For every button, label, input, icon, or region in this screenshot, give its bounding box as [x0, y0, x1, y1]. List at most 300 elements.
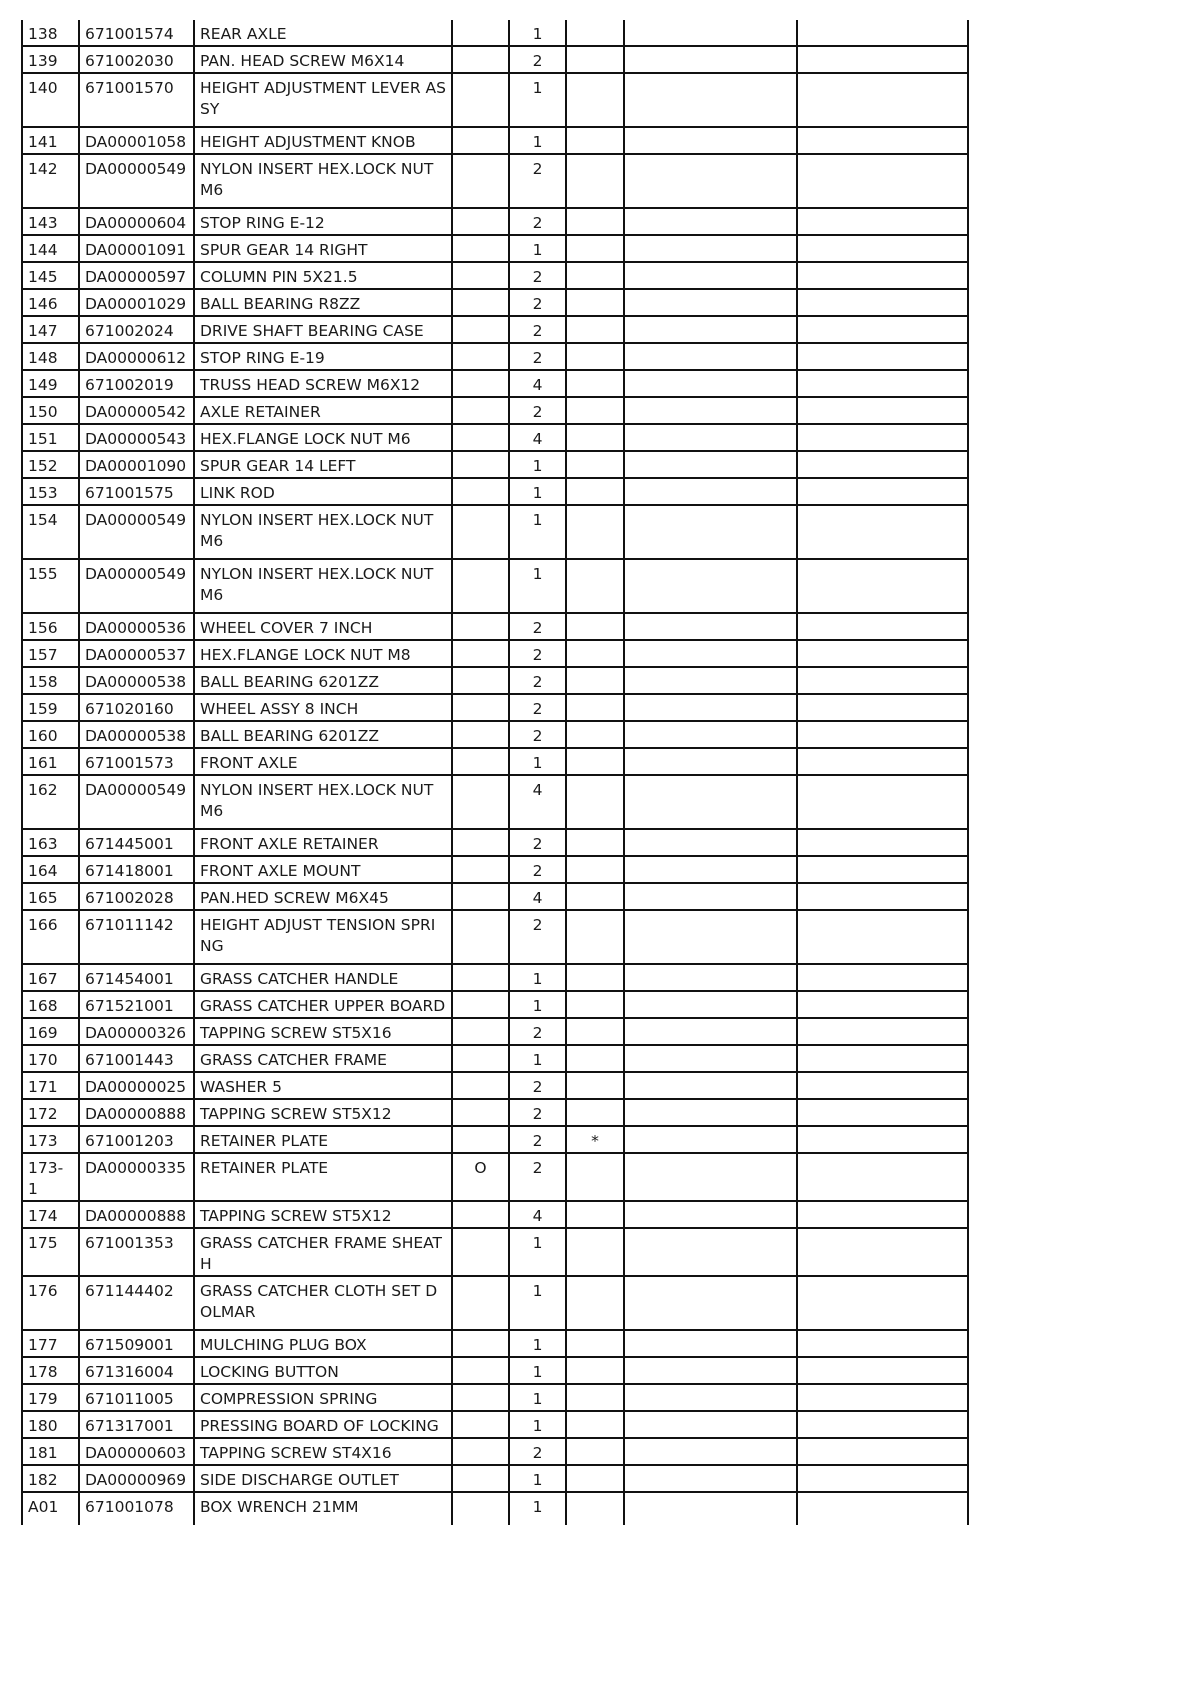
blank-cell — [624, 73, 797, 127]
blank-cell — [624, 316, 797, 343]
item-number-cell: 150 — [22, 397, 79, 424]
description-cell: WASHER 5 — [194, 1072, 452, 1099]
flag-cell — [452, 640, 509, 667]
part-number-cell: 671011142 — [79, 910, 194, 964]
blank-cell — [797, 1384, 968, 1411]
blank-cell — [797, 694, 968, 721]
description-cell: NYLON INSERT HEX.LOCK NUT M6 — [194, 775, 452, 829]
part-number-cell: 671011005 — [79, 1384, 194, 1411]
item-number-cell: 144 — [22, 235, 79, 262]
item-number-cell: 158 — [22, 667, 79, 694]
blank-cell — [797, 73, 968, 127]
item-number-cell: 160 — [22, 721, 79, 748]
blank-cell — [797, 154, 968, 208]
marker-cell — [566, 424, 624, 451]
marker-cell — [566, 640, 624, 667]
marker-cell — [566, 127, 624, 154]
description-cell: GRASS CATCHER HANDLE — [194, 964, 452, 991]
table-row — [22, 613, 968, 640]
parts-list-body — [22, 20, 968, 1525]
quantity-cell: 1 — [509, 73, 566, 127]
marker-cell — [566, 73, 624, 127]
item-number-cell: 177 — [22, 1330, 79, 1357]
blank-cell — [624, 424, 797, 451]
part-number-cell: 671001570 — [79, 73, 194, 127]
blank-cell — [624, 1072, 797, 1099]
part-number-cell: DA00000888 — [79, 1099, 194, 1126]
quantity-cell: 1 — [509, 1492, 566, 1525]
flag-cell — [452, 694, 509, 721]
blank-cell — [797, 748, 968, 775]
blank-cell — [797, 208, 968, 235]
blank-cell — [797, 883, 968, 910]
blank-cell — [624, 397, 797, 424]
marker-cell — [566, 991, 624, 1018]
quantity-cell: 2 — [509, 613, 566, 640]
parts-list-table — [21, 20, 969, 1525]
flag-cell — [452, 1357, 509, 1384]
part-number-cell: 671144402 — [79, 1276, 194, 1330]
flag-cell — [452, 478, 509, 505]
description-cell: FRONT AXLE MOUNT — [194, 856, 452, 883]
blank-cell — [624, 748, 797, 775]
blank-cell — [797, 910, 968, 964]
item-number-cell: 161 — [22, 748, 79, 775]
blank-cell — [624, 154, 797, 208]
description-cell: DRIVE SHAFT BEARING CASE — [194, 316, 452, 343]
table-row — [22, 667, 968, 694]
flag-cell — [452, 1018, 509, 1045]
blank-cell — [624, 289, 797, 316]
part-number-cell: 671001574 — [79, 20, 194, 46]
flag-cell — [452, 1099, 509, 1126]
blank-cell — [624, 1126, 797, 1153]
quantity-cell: 1 — [509, 748, 566, 775]
description-cell: TAPPING SCREW ST5X12 — [194, 1099, 452, 1126]
quantity-cell: 2 — [509, 343, 566, 370]
item-number-cell: 141 — [22, 127, 79, 154]
description-cell: HEX.FLANGE LOCK NUT M8 — [194, 640, 452, 667]
blank-cell — [624, 694, 797, 721]
marker-cell — [566, 1411, 624, 1438]
table-row — [22, 1357, 968, 1384]
blank-cell — [624, 451, 797, 478]
description-cell: PAN. HEAD SCREW M6X14 — [194, 46, 452, 73]
item-number-cell: 155 — [22, 559, 79, 613]
blank-cell — [797, 829, 968, 856]
blank-cell — [797, 478, 968, 505]
description-cell: BALL BEARING 6201ZZ — [194, 667, 452, 694]
flag-cell — [452, 991, 509, 1018]
table-row — [22, 1465, 968, 1492]
description-cell: WHEEL COVER 7 INCH — [194, 613, 452, 640]
part-number-cell: DA00000549 — [79, 154, 194, 208]
item-number-cell: 174 — [22, 1201, 79, 1228]
blank-cell — [624, 127, 797, 154]
marker-cell — [566, 505, 624, 559]
marker-cell — [566, 235, 624, 262]
part-number-cell: DA00000537 — [79, 640, 194, 667]
flag-cell — [452, 73, 509, 127]
table-row — [22, 883, 968, 910]
blank-cell — [797, 397, 968, 424]
blank-cell — [797, 127, 968, 154]
blank-cell — [624, 1228, 797, 1276]
quantity-cell: 1 — [509, 1384, 566, 1411]
flag-cell — [452, 289, 509, 316]
blank-cell — [624, 262, 797, 289]
item-number-cell: 180 — [22, 1411, 79, 1438]
flag-cell — [452, 1492, 509, 1525]
table-row — [22, 1411, 968, 1438]
flag-cell — [452, 1276, 509, 1330]
part-number-cell: 671020160 — [79, 694, 194, 721]
blank-cell — [624, 640, 797, 667]
blank-cell — [624, 1438, 797, 1465]
blank-cell — [797, 370, 968, 397]
table-row — [22, 370, 968, 397]
part-number-cell: 671316004 — [79, 1357, 194, 1384]
marker-cell — [566, 316, 624, 343]
quantity-cell: 2 — [509, 1072, 566, 1099]
marker-cell — [566, 1045, 624, 1072]
quantity-cell: 1 — [509, 559, 566, 613]
part-number-cell: 671445001 — [79, 829, 194, 856]
table-row — [22, 1384, 968, 1411]
description-cell: HEIGHT ADJUSTMENT KNOB — [194, 127, 452, 154]
blank-cell — [797, 1357, 968, 1384]
item-number-cell: 176 — [22, 1276, 79, 1330]
blank-cell — [624, 613, 797, 640]
marker-cell — [566, 208, 624, 235]
flag-cell — [452, 559, 509, 613]
item-number-cell: 143 — [22, 208, 79, 235]
part-number-cell: 671001353 — [79, 1228, 194, 1276]
part-number-cell: DA00000612 — [79, 343, 194, 370]
blank-cell — [797, 964, 968, 991]
quantity-cell: 1 — [509, 1045, 566, 1072]
part-number-cell: DA00000888 — [79, 1201, 194, 1228]
marker-cell — [566, 694, 624, 721]
item-number-cell: 170 — [22, 1045, 79, 1072]
part-number-cell: 671521001 — [79, 991, 194, 1018]
marker-cell — [566, 1492, 624, 1525]
description-cell: RETAINER PLATE — [194, 1153, 452, 1201]
quantity-cell: 2 — [509, 1126, 566, 1153]
quantity-cell: 4 — [509, 883, 566, 910]
quantity-cell: 2 — [509, 262, 566, 289]
blank-cell — [624, 1045, 797, 1072]
table-row — [22, 748, 968, 775]
marker-cell — [566, 1465, 624, 1492]
marker-cell — [566, 397, 624, 424]
flag-cell — [452, 208, 509, 235]
table-row — [22, 478, 968, 505]
part-number-cell: DA00001090 — [79, 451, 194, 478]
blank-cell — [624, 343, 797, 370]
description-cell: FRONT AXLE — [194, 748, 452, 775]
flag-cell — [452, 262, 509, 289]
blank-cell — [797, 640, 968, 667]
table-row — [22, 559, 968, 613]
flag-cell — [452, 748, 509, 775]
blank-cell — [797, 559, 968, 613]
description-cell: NYLON INSERT HEX.LOCK NUT M6 — [194, 505, 452, 559]
flag-cell — [452, 964, 509, 991]
blank-cell — [624, 829, 797, 856]
blank-cell — [797, 235, 968, 262]
marker-cell — [566, 1357, 624, 1384]
table-row — [22, 1201, 968, 1228]
blank-cell — [624, 1018, 797, 1045]
flag-cell — [452, 1045, 509, 1072]
flag-cell — [452, 316, 509, 343]
quantity-cell: 2 — [509, 1018, 566, 1045]
table-row — [22, 46, 968, 73]
marker-cell — [566, 1201, 624, 1228]
part-number-cell: 671001203 — [79, 1126, 194, 1153]
marker-cell — [566, 667, 624, 694]
quantity-cell: 1 — [509, 1357, 566, 1384]
blank-cell — [797, 343, 968, 370]
description-cell: SPUR GEAR 14 LEFT — [194, 451, 452, 478]
description-cell: BOX WRENCH 21MM — [194, 1492, 452, 1525]
table-row — [22, 316, 968, 343]
blank-cell — [624, 1276, 797, 1330]
part-number-cell: DA00000025 — [79, 1072, 194, 1099]
blank-cell — [797, 1045, 968, 1072]
blank-cell — [797, 1072, 968, 1099]
table-row — [22, 451, 968, 478]
quantity-cell: 1 — [509, 964, 566, 991]
table-row — [22, 856, 968, 883]
quantity-cell: 2 — [509, 316, 566, 343]
blank-cell — [797, 721, 968, 748]
blank-cell — [624, 1153, 797, 1201]
flag-cell — [452, 505, 509, 559]
flag-cell — [452, 127, 509, 154]
description-cell: NYLON INSERT HEX.LOCK NUT M6 — [194, 154, 452, 208]
quantity-cell: 4 — [509, 424, 566, 451]
blank-cell — [797, 775, 968, 829]
part-number-cell: DA00000542 — [79, 397, 194, 424]
flag-cell — [452, 613, 509, 640]
blank-cell — [797, 1018, 968, 1045]
quantity-cell: 4 — [509, 775, 566, 829]
description-cell: GRASS CATCHER FRAME — [194, 1045, 452, 1072]
description-cell: TAPPING SCREW ST5X16 — [194, 1018, 452, 1045]
item-number-cell: 147 — [22, 316, 79, 343]
part-number-cell: 671002019 — [79, 370, 194, 397]
part-number-cell: DA00001029 — [79, 289, 194, 316]
flag-cell — [452, 343, 509, 370]
item-number-cell: 164 — [22, 856, 79, 883]
marker-cell — [566, 1276, 624, 1330]
blank-cell — [624, 775, 797, 829]
item-number-cell: 166 — [22, 910, 79, 964]
blank-cell — [797, 1099, 968, 1126]
description-cell: AXLE RETAINER — [194, 397, 452, 424]
description-cell: GRASS CATCHER FRAME SHEATH — [194, 1228, 452, 1276]
flag-cell — [452, 451, 509, 478]
table-row — [22, 1492, 968, 1525]
blank-cell — [624, 910, 797, 964]
marker-cell — [566, 20, 624, 46]
part-number-cell: DA00000549 — [79, 559, 194, 613]
table-row — [22, 991, 968, 1018]
table-row — [22, 208, 968, 235]
description-cell: TAPPING SCREW ST5X12 — [194, 1201, 452, 1228]
marker-cell — [566, 964, 624, 991]
blank-cell — [797, 1201, 968, 1228]
blank-cell — [797, 991, 968, 1018]
marker-cell — [566, 1018, 624, 1045]
table-row — [22, 262, 968, 289]
table-row — [22, 424, 968, 451]
quantity-cell: 4 — [509, 370, 566, 397]
blank-cell — [797, 1492, 968, 1525]
blank-cell — [797, 1228, 968, 1276]
blank-cell — [624, 667, 797, 694]
description-cell: HEIGHT ADJUSTMENT LEVER ASSY — [194, 73, 452, 127]
blank-cell — [797, 262, 968, 289]
item-number-cell: 175 — [22, 1228, 79, 1276]
part-number-cell: 671002024 — [79, 316, 194, 343]
flag-cell — [452, 1201, 509, 1228]
blank-cell — [624, 721, 797, 748]
flag-cell — [452, 721, 509, 748]
table-row — [22, 343, 968, 370]
item-number-cell: 162 — [22, 775, 79, 829]
flag-cell — [452, 856, 509, 883]
item-number-cell: 152 — [22, 451, 79, 478]
item-number-cell: 182 — [22, 1465, 79, 1492]
part-number-cell: 671418001 — [79, 856, 194, 883]
item-number-cell: 173 — [22, 1126, 79, 1153]
marker-cell — [566, 1153, 624, 1201]
flag-cell — [452, 910, 509, 964]
quantity-cell: 2 — [509, 46, 566, 73]
marker-cell — [566, 1384, 624, 1411]
quantity-cell: 2 — [509, 640, 566, 667]
blank-cell — [797, 1330, 968, 1357]
item-number-cell: 142 — [22, 154, 79, 208]
blank-cell — [797, 1438, 968, 1465]
part-number-cell: DA00000603 — [79, 1438, 194, 1465]
table-row — [22, 1438, 968, 1465]
description-cell: PRESSING BOARD OF LOCKING — [194, 1411, 452, 1438]
item-number-cell: 179 — [22, 1384, 79, 1411]
quantity-cell: 1 — [509, 1276, 566, 1330]
quantity-cell: 2 — [509, 289, 566, 316]
description-cell: PAN.HED SCREW M6X45 — [194, 883, 452, 910]
item-number-cell: 172 — [22, 1099, 79, 1126]
quantity-cell: 2 — [509, 694, 566, 721]
part-number-cell: 671509001 — [79, 1330, 194, 1357]
marker-cell — [566, 262, 624, 289]
quantity-cell: 1 — [509, 20, 566, 46]
description-cell: STOP RING E-19 — [194, 343, 452, 370]
quantity-cell: 2 — [509, 721, 566, 748]
description-cell: FRONT AXLE RETAINER — [194, 829, 452, 856]
blank-cell — [624, 1384, 797, 1411]
flag-cell — [452, 1384, 509, 1411]
description-cell: NYLON INSERT HEX.LOCK NUT M6 — [194, 559, 452, 613]
blank-cell — [797, 424, 968, 451]
flag-cell — [452, 20, 509, 46]
flag-cell — [452, 883, 509, 910]
item-number-cell: 157 — [22, 640, 79, 667]
table-row — [22, 1072, 968, 1099]
item-number-cell: 151 — [22, 424, 79, 451]
blank-cell — [797, 1126, 968, 1153]
table-row — [22, 721, 968, 748]
table-row — [22, 289, 968, 316]
description-cell: COLUMN PIN 5X21.5 — [194, 262, 452, 289]
part-number-cell: 671454001 — [79, 964, 194, 991]
part-number-cell: DA00000969 — [79, 1465, 194, 1492]
blank-cell — [624, 883, 797, 910]
item-number-cell: 139 — [22, 46, 79, 73]
description-cell: SIDE DISCHARGE OUTLET — [194, 1465, 452, 1492]
part-number-cell: DA00000538 — [79, 667, 194, 694]
table-row — [22, 829, 968, 856]
table-row — [22, 694, 968, 721]
blank-cell — [797, 316, 968, 343]
blank-cell — [797, 289, 968, 316]
blank-cell — [797, 1276, 968, 1330]
flag-cell — [452, 1411, 509, 1438]
blank-cell — [797, 20, 968, 46]
part-number-cell: 671001575 — [79, 478, 194, 505]
part-number-cell: DA00001058 — [79, 127, 194, 154]
description-cell: TAPPING SCREW ST4X16 — [194, 1438, 452, 1465]
marker-cell — [566, 559, 624, 613]
quantity-cell: 2 — [509, 208, 566, 235]
marker-cell — [566, 856, 624, 883]
blank-cell — [624, 478, 797, 505]
part-number-cell: 671001443 — [79, 1045, 194, 1072]
item-number-cell: 181 — [22, 1438, 79, 1465]
part-number-cell: DA00000536 — [79, 613, 194, 640]
quantity-cell: 1 — [509, 1411, 566, 1438]
blank-cell — [624, 20, 797, 46]
part-number-cell: DA00000335 — [79, 1153, 194, 1201]
item-number-cell: 169 — [22, 1018, 79, 1045]
blank-cell — [797, 1465, 968, 1492]
marker-cell — [566, 775, 624, 829]
table-row — [22, 73, 968, 127]
flag-cell — [452, 1126, 509, 1153]
table-row — [22, 154, 968, 208]
blank-cell — [624, 1411, 797, 1438]
description-cell: COMPRESSION SPRING — [194, 1384, 452, 1411]
item-number-cell: 178 — [22, 1357, 79, 1384]
quantity-cell: 2 — [509, 910, 566, 964]
table-row — [22, 127, 968, 154]
quantity-cell: 1 — [509, 1465, 566, 1492]
blank-cell — [624, 856, 797, 883]
blank-cell — [797, 46, 968, 73]
flag-cell — [452, 1072, 509, 1099]
blank-cell — [797, 1153, 968, 1201]
table-row — [22, 1330, 968, 1357]
marker-cell — [566, 1228, 624, 1276]
flag-cell — [452, 1330, 509, 1357]
item-number-cell: 149 — [22, 370, 79, 397]
marker-cell — [566, 154, 624, 208]
marker-cell — [566, 1438, 624, 1465]
